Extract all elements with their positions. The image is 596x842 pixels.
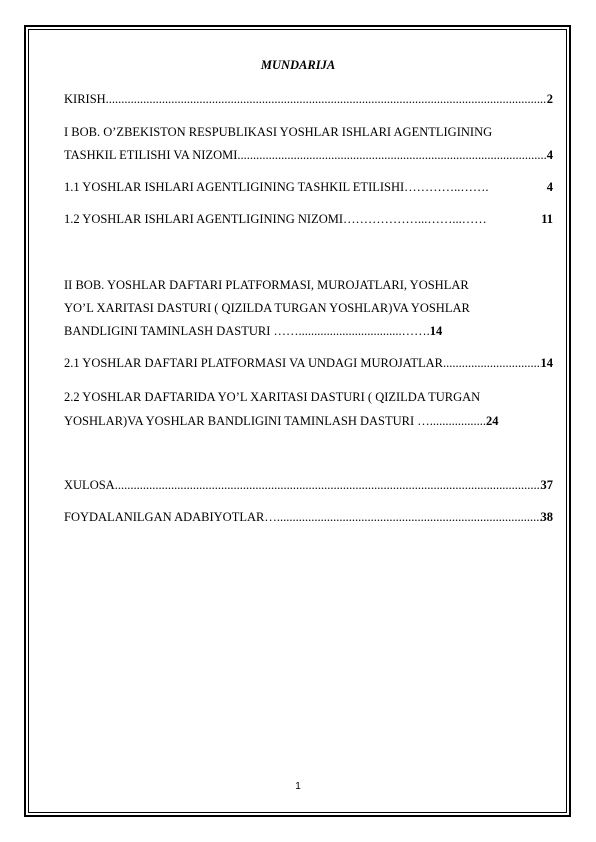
toc-title: MUNDARIJA [260,58,336,72]
toc-entry-2-2[interactable] [64,413,499,429]
toc-entry-text: 1.1 YOSHLAR ISHLARI AGENTLIGINING TASHKIL ETILISHI…………..……. [64,180,489,194]
toc-entry-2-2-line1: 2.2 YOSHLAR DAFTARIDA YO’L XARITASI DASTURI ( QIZILDA TURGAN [64,390,481,404]
toc-entry-kirish[interactable] [64,91,553,107]
toc-entry-page: 11 [541,212,553,226]
toc-entry-page: 37 [540,478,553,492]
toc-entry-text: 1.2 YOSHLAR ISHLARI AGENTLIGINING NIZOMI………………...……...…… [64,212,487,226]
toc-entry-chapter-2-line2: YO’L XARITASI DASTURI ( QIZILDA TURGAN YOSHLAR)VA YOSHLAR [64,301,470,315]
toc-entry-page: 4 [546,180,553,194]
toc-entry-chapter-2-line1: II BOB. YOSHLAR DAFTARI PLATFORMASI, MUROJATLARI, YOSHLAR [64,278,469,292]
toc-entry-page: 24 [486,414,499,428]
toc-entry-text: TASHKIL ETILISHI VA NIZOMI [64,148,238,162]
toc-entry-1-1[interactable] [64,179,553,195]
toc-entry-1-2[interactable] [64,211,553,227]
page-number: 1 [295,781,301,792]
toc-entry-text: BANDLIGINI TAMINLASH DASTURI …….................................……. [64,324,430,338]
toc-entry-chapter-1[interactable] [64,147,553,163]
toc-entry-page: 14 [429,324,443,338]
toc-entry-text: YOSHLAR)VA YOSHLAR BANDLIGINI TAMINLASH DASTURI ….................. [64,414,487,428]
toc-entry-text: XULOSA [64,478,115,492]
toc-entry-references[interactable] [64,509,553,525]
toc-entry-2-1[interactable] [64,355,553,371]
toc-leader-dots [237,147,546,163]
toc-leader-dots [115,477,541,493]
toc-entry-page: 38 [540,510,553,524]
toc-entry-page: 14 [540,356,553,370]
toc-leader-dots [277,509,541,525]
toc-leader-dots [106,91,547,107]
toc-leader-dots [443,355,540,371]
toc-entry-text: FOYDALANILGAN ADABIYOTLAR… [64,510,277,524]
toc-entry-text: 2.1 YOSHLAR DAFTARI PLATFORMASI VA UNDAGI MUROJATLAR [64,356,444,370]
toc-entry-page: 2 [546,92,553,106]
toc-entry-xulosa[interactable] [64,477,553,493]
toc-entry-text: KIRISH [64,92,106,106]
toc-entry-chapter-2[interactable] [64,323,442,339]
toc-entry-chapter-1-line1: I BOB. O’ZBEKISTON RESPUBLIKASI YOSHLAR ISHLARI AGENTLIGINING [64,125,493,139]
toc-entry-page: 4 [546,148,553,162]
